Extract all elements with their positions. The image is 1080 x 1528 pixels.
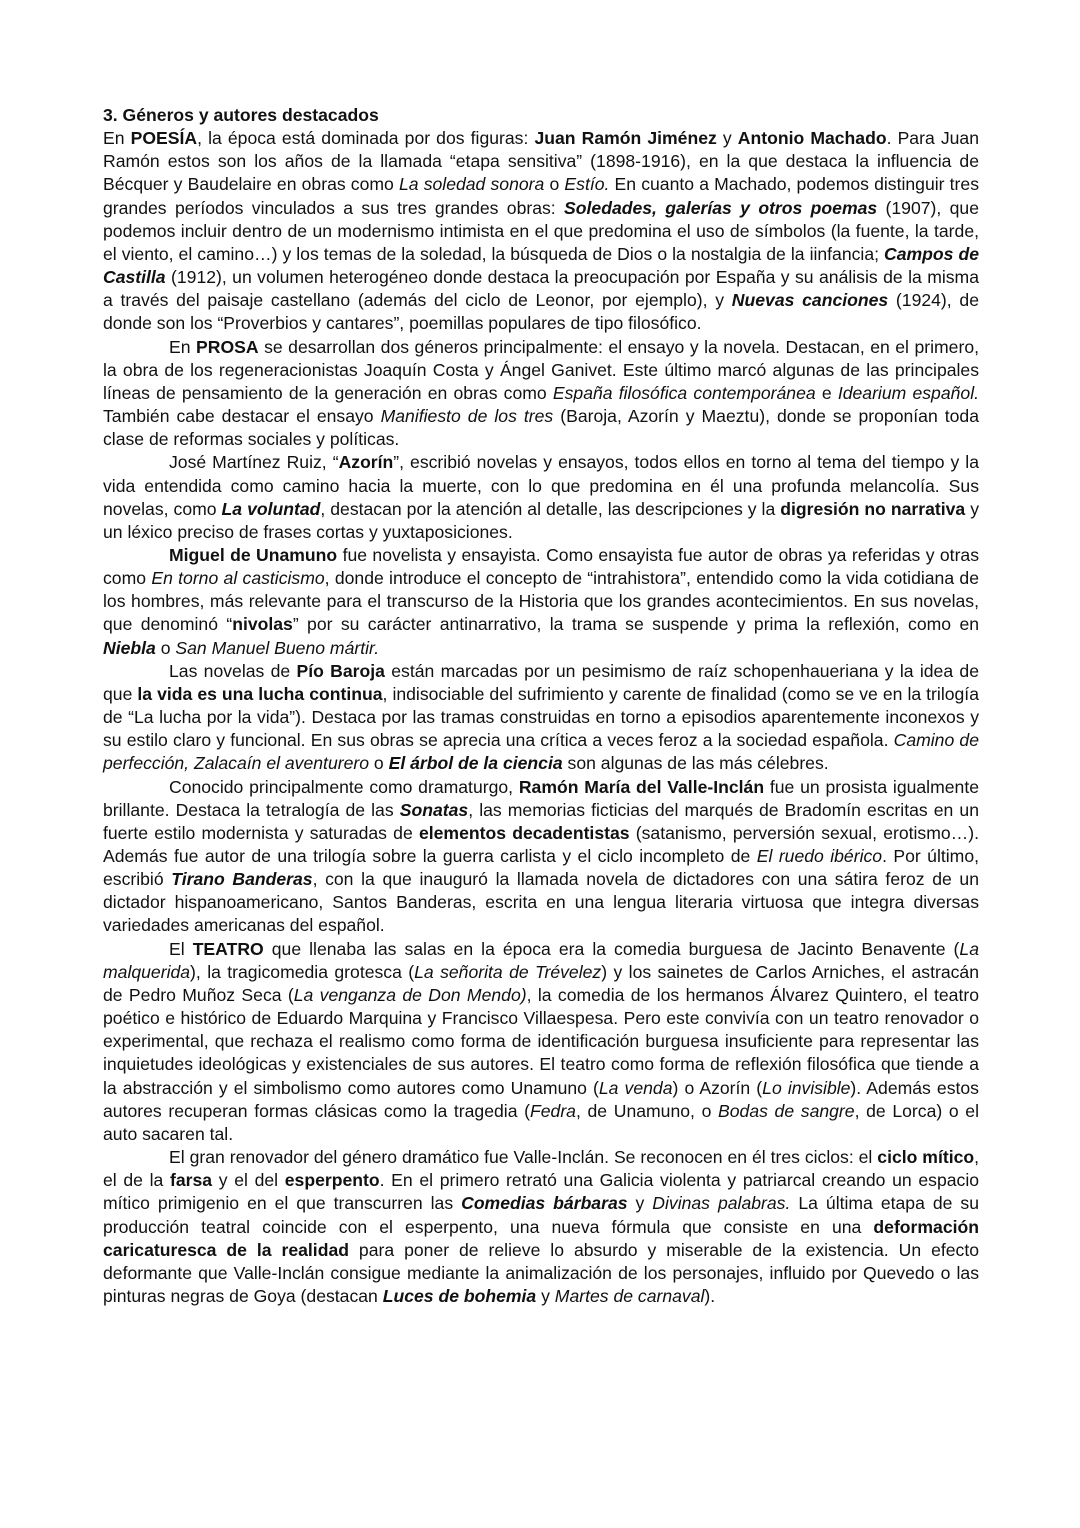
text-run: (1924), de donde son los “Proverbios y cantares”, poemillas populares de tipo filosófico. — [103, 290, 979, 334]
text-run: ) y los sainetes de Carlos Arniches, el astracán de Pedro Muñoz Seca ( — [103, 961, 980, 1005]
section-heading: 3. Géneros y autores destacados — [103, 105, 379, 125]
text-run: Conocido principalmente como dramaturgo, — [169, 776, 519, 797]
text-run: ) o Azorín ( — [672, 1077, 763, 1098]
emphasis-text: TEATRO — [192, 938, 264, 959]
text-run: Las novelas de — [169, 660, 297, 681]
text-run: , de Lorca) o el auto sacaren tal. — [103, 1100, 980, 1144]
emphasis-text: Soledades, galerías y otros poemas — [564, 197, 878, 218]
emphasis-text: La señorita de Trévelez — [414, 961, 602, 982]
emphasis-text: El ruedo ibérico — [756, 846, 883, 866]
emphasis-text: La venganza de Don Mendo) — [293, 984, 527, 1005]
text-run: o — [544, 174, 565, 195]
emphasis-text: Pío Baroja — [296, 660, 385, 681]
emphasis-text: Camino de perfección, Zalacaín el aventurero — [103, 730, 979, 774]
emphasis-text: La soledad sonora — [398, 174, 545, 195]
emphasis-text: digresión no narrativa — [780, 498, 966, 519]
text-run: José Martínez Ruiz, “ — [169, 452, 339, 473]
text-run: En cuanto a Machado, podemos distinguir tres grandes períodos vinculados a sus tres grandes obras: — [103, 174, 979, 218]
emphasis-text: Fedra — [530, 1100, 576, 1121]
emphasis-text: España filosófica contemporánea — [552, 382, 816, 403]
text-run: (1912), un volumen heterogéneo donde destaca la preocupación por España y su análisis de la misma a través del paisaje castellano (además del ciclo de Leonor, por ejemplo), y — [103, 267, 979, 311]
text-run: o — [369, 753, 389, 774]
emphasis-text: Bodas de sangre — [718, 1100, 855, 1121]
text-run: y — [536, 1285, 555, 1306]
text-run: y — [716, 128, 738, 149]
text-run: ). — [704, 1285, 716, 1306]
emphasis-text: PROSA — [196, 336, 259, 357]
emphasis-text: esperpento — [284, 1170, 380, 1191]
emphasis-text: Lo invisible — [762, 1077, 851, 1098]
emphasis-text: Ramón María del Valle-Inclán — [518, 776, 765, 797]
emphasis-text: La venda — [598, 1077, 673, 1098]
emphasis-text: Campos de Castilla — [103, 243, 979, 288]
text-run: fue novelista y ensayista. Como ensayista fue autor de obras ya referidas y otras como — [103, 544, 980, 589]
text-run: , donde introduce el concepto de “intrahistora”, entendido como la vida cotidiana de los hombres, más relevante para el transcurso de la Historia que los grandes acontecimientos. En sus novelas, que denominó “ — [103, 568, 979, 635]
emphasis-text: Azorín — [338, 452, 394, 473]
text-run: ). Además estos autores recuperan formas clásicas como la tragedia ( — [103, 1077, 979, 1121]
text-run: En — [169, 336, 197, 357]
text-run: fue un prosista igualmente brillante. Destaca la tetralogía de las — [103, 776, 979, 820]
text-run: La última etapa de su producción teatral coincide con el esperpento, una nueva fórmula que consiste en una — [103, 1193, 979, 1237]
emphasis-text: La malquerida — [103, 938, 979, 982]
text-run: ”, escribió novelas y ensayos, todos ellos en torno al tema del tiempo y la vida entendida como camino hacia la muerte, con lo que predomina en él una profunda melancolía. Sus novelas, como — [103, 452, 980, 519]
text-run: , con la que inauguró la llamada novela de dictadores con una sátira feroz de un dictador hispanoamericano, Santos Banderas, escrita en una lengua literaria virtuosa que integra diversas variedades americanas del español. — [103, 869, 979, 936]
text-run: (1907), que podemos incluir dentro de un modernismo intimista en el que predomina el uso de símbolos (la fuente, la tarde, el viento, el camino…) y los temas de la soledad, la búsqueda de Dios o la nostalgia de la iinfancia; — [103, 197, 979, 264]
text-run: ), la tragicomedia grotesca ( — [190, 961, 415, 982]
text-run: En — [103, 128, 131, 149]
emphasis-text: Niebla — [103, 637, 156, 658]
emphasis-text: ciclo mítico — [877, 1147, 975, 1168]
emphasis-text: Estío. — [564, 174, 610, 195]
emphasis-text: POESÍA — [130, 128, 198, 149]
emphasis-text: la vida es una lucha continua — [137, 683, 383, 704]
text-run: El — [169, 938, 193, 959]
paragraph — [103, 544, 979, 660]
emphasis-text: Sonatas — [399, 799, 469, 820]
emphasis-text: Luces de bohemia — [382, 1285, 537, 1306]
text-run: . Por último, escribió — [103, 846, 979, 890]
text-run: . Para Juan Ramón estos son los años de la llamada “etapa sensitiva” (1898-1916), en la que destaca la influencia de Bécquer y Baudelaire en obras como — [103, 128, 979, 195]
emphasis-text: Miguel de Unamuno — [169, 544, 338, 565]
paragraph — [103, 451, 979, 544]
emphasis-text: Antonio Machado — [737, 128, 887, 149]
emphasis-text: El árbol de la ciencia — [388, 753, 563, 774]
text-run: (satanismo, perversión sexual, erotismo…). Además fue autor de una trilogía sobre la guerra carlista y el ciclo incompleto de — [103, 822, 979, 866]
text-run: para poner de relieve lo absurdo y miserable de la existencia. Un efecto deformante que Valle-Inclán consigue mediante la animalización de los personajes, influido por Quevedo o las pinturas negras de Goya (destacan — [103, 1239, 979, 1306]
text-run: que llenaba las salas en la época era la comedia burguesa de Jacinto Benavente ( — [263, 938, 960, 959]
text-run: , la época está dominada por dos figuras: — [197, 128, 535, 149]
paragraph — [103, 127, 979, 335]
text-run: , de Unamuno, o — [575, 1100, 719, 1121]
text-run: y — [627, 1193, 653, 1214]
text-run: son algunas de las más célebres. — [562, 753, 829, 774]
text-run: están marcadas por un pesimismo de raíz schopenhaueriana y la idea de que — [103, 660, 979, 704]
text-run: , la comedia de los hermanos Álvarez Quintero, el teatro poético e histórico de Eduardo Marquina y Francisco Villaespesa. Pero este convivía con un teatro renovador o experimental, que rechaza el realismo como forma de identificación burguesa insuficiente para representar las inquietudes ideológicas y existenciales de sus autores. El teatro como forma de reflexión filosófica que tiende a la abstracción y el simbolismo como autores como Unamuno ( — [103, 984, 979, 1098]
emphasis-text: nivolas — [232, 614, 293, 635]
emphasis-text: Juan Ramón Jiménez — [534, 128, 717, 149]
text-run: , las memorias ficticias del marqués de Bradomín escritas en un fuerte estilo modernista y saturadas de — [103, 799, 980, 843]
emphasis-text: deformación caricaturesca de la realidad — [103, 1216, 979, 1260]
emphasis-text: Manifiesto de los tres — [380, 406, 554, 427]
text-run: , indisociable del sufrimiento y carente de finalidad (como se ve en la trilogía de “La lucha por la vida”). Destaca por las tramas construidas en torno a episodios aparentemente inconexos y su estilo claro y funcional. En sus obras se aprecia una crítica a veces feroz a la sociedad española. — [103, 683, 979, 751]
document-page — [103, 104, 979, 1308]
text-run: También cabe destacar el ensayo — [103, 406, 381, 427]
emphasis-text: San Manuel Bueno mártir. — [175, 637, 380, 658]
emphasis-text: Comedias bárbaras — [461, 1193, 628, 1214]
text-run: y el del — [212, 1170, 285, 1191]
text-run: ” por su carácter antinarrativo, la trama se suspende y prima la reflexión, como en — [292, 614, 980, 635]
paragraph — [103, 660, 979, 776]
paragraph — [103, 336, 979, 452]
text-run: . En el primero retrató una Galicia violenta y patriarcal creando un espacio mítico primigenio en el que transcurren las — [103, 1170, 980, 1214]
emphasis-text: La voluntad — [221, 498, 321, 519]
emphasis-text: Nuevas canciones — [731, 290, 889, 311]
text-run: se desarrollan dos géneros principalmente: el ensayo y la novela. Destacan, en el primero, la obra de los regeneracionistas Joaquín Costa y Ángel Ganivet. Este último marcó algunas de las principales líneas de pensamiento de la generación en obras como — [103, 336, 979, 403]
emphasis-text: elementos decadentistas — [418, 822, 630, 843]
emphasis-text: Tirano Banderas — [171, 869, 313, 890]
paragraph — [103, 938, 979, 1146]
text-run: e — [815, 382, 838, 403]
paragraph — [103, 1146, 979, 1308]
body-text — [103, 127, 979, 1308]
emphasis-text: farsa — [170, 1170, 213, 1191]
paragraph — [103, 776, 979, 938]
text-run: y un léxico preciso de frases cortas y yuxtaposiciones. — [103, 498, 980, 542]
emphasis-text: Martes de carnaval — [554, 1285, 705, 1306]
text-run: El gran renovador del género dramático fue Valle-Inclán. Se reconocen en él tres ciclos: el — [169, 1147, 878, 1168]
text-run: , el de la — [103, 1147, 979, 1191]
emphasis-text: En torno al casticismo — [151, 568, 325, 589]
text-run: o — [155, 637, 176, 658]
emphasis-text: Divinas palabras. — [652, 1193, 791, 1214]
text-run: , destacan por la atención al detalle, las descripciones y la — [320, 498, 781, 519]
text-run: (Baroja, Azorín y Maeztu), donde se proponían toda clase de reformas sociales y políticas. — [103, 406, 979, 450]
emphasis-text: Idearium español. — [837, 382, 979, 403]
